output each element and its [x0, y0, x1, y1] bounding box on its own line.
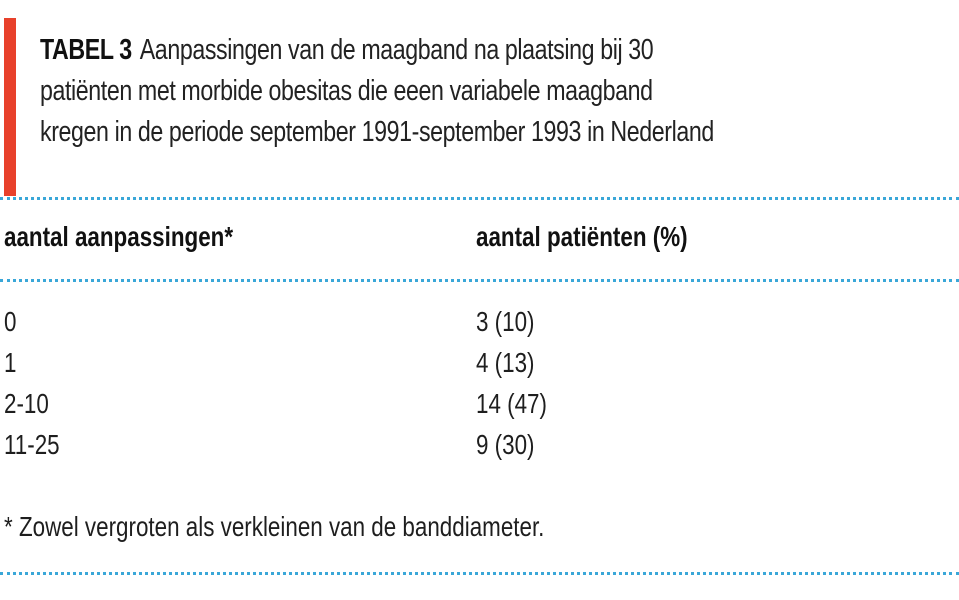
top-divider [0, 197, 959, 200]
table-label: TABEL 3 [40, 34, 132, 66]
table-body [0, 306, 959, 470]
caption-text-1: Aanpassingen van de maagband na plaatsing bij 30 [139, 34, 654, 66]
table-row [0, 347, 959, 388]
adjustments-cell: 11-25 [4, 429, 60, 460]
table-row [0, 429, 959, 470]
patients-cell: 4 (13) [476, 347, 535, 378]
header-divider [0, 279, 959, 282]
table-caption [40, 30, 764, 153]
adjustments-cell: 2-10 [4, 388, 49, 419]
caption-line-3: kregen in de periode september 1991-september 1993 in Nederland [40, 116, 714, 148]
caption-line-1 [40, 30, 764, 71]
column-header-adjustments: aantal aanpassingen* [4, 221, 234, 252]
bottom-divider [0, 572, 959, 575]
table-footnote: * Zowel vergroten als verkleinen van de banddiameter. [4, 511, 545, 542]
patients-cell: 9 (30) [476, 429, 535, 460]
adjustments-cell: 0 [4, 306, 17, 337]
caption-line-2: patiënten met morbide obesitas die eeen variabele maagband [40, 75, 653, 107]
column-header-patients: aantal patiënten (%) [476, 221, 688, 252]
patients-cell: 3 (10) [476, 306, 535, 337]
adjustments-cell: 1 [4, 347, 17, 378]
patients-cell: 14 (47) [476, 388, 547, 419]
table-row [0, 306, 959, 347]
table-row [0, 388, 959, 429]
accent-bar [4, 18, 16, 196]
